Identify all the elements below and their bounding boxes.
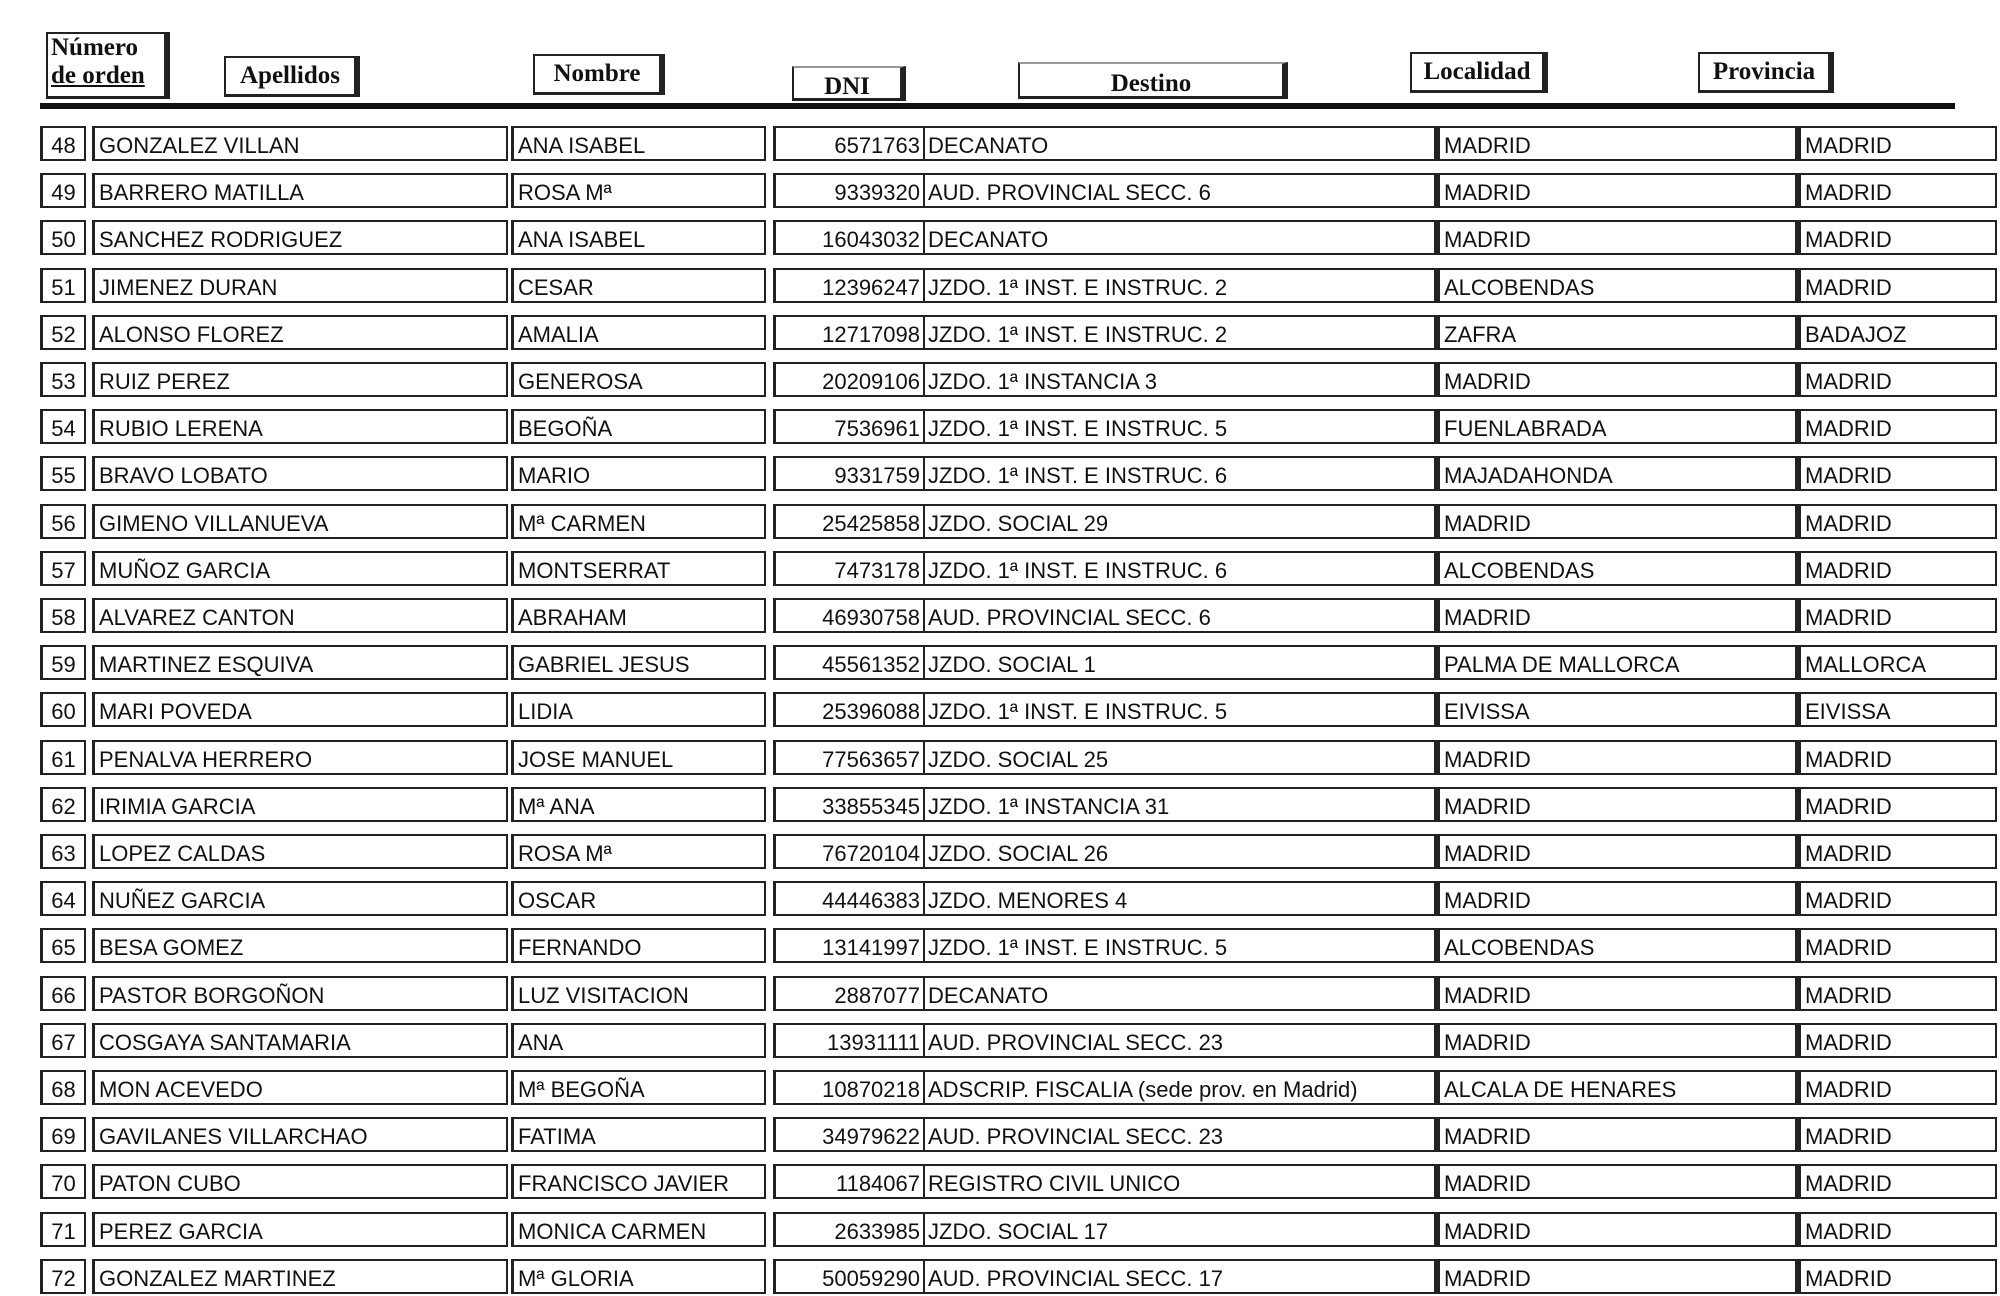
cell-destino: JZDO. 1ª INST. E INSTRUC. 6 <box>923 456 1436 491</box>
cell-nombre: ROSA Mª <box>511 834 766 869</box>
cell-provincia: MADRID <box>1797 1070 1997 1105</box>
cell-apellidos: RUBIO LERENA <box>92 409 508 444</box>
cell-localidad: ALCOBENDAS <box>1436 268 1797 303</box>
cell-nombre: JOSE MANUEL <box>511 740 766 775</box>
cell-apellidos: BARRERO MATILLA <box>92 173 508 208</box>
cell-provincia: MADRID <box>1797 173 1997 208</box>
cell-provincia: MALLORCA <box>1797 645 1997 680</box>
table-row <box>40 928 1960 965</box>
header-provincia: Provincia <box>1698 52 1834 93</box>
cell-provincia: MADRID <box>1797 1212 1997 1247</box>
cell-destino: JZDO. 1ª INST. E INSTRUC. 5 <box>923 928 1436 963</box>
cell-provincia: MADRID <box>1797 551 1997 586</box>
cell-dni: 45561352 <box>773 645 923 680</box>
cell-nombre: ANA ISABEL <box>511 126 766 161</box>
cell-localidad: MADRID <box>1436 173 1797 208</box>
cell-numero-orden: 56 <box>40 504 86 539</box>
table-row <box>40 456 1960 493</box>
cell-localidad: MADRID <box>1436 1164 1797 1199</box>
table-row <box>40 1070 1960 1107</box>
table-row <box>40 362 1960 399</box>
cell-destino: AUD. PROVINCIAL SECC. 23 <box>923 1023 1436 1058</box>
cell-dni: 1184067 <box>773 1164 923 1199</box>
cell-destino: AUD. PROVINCIAL SECC. 6 <box>923 173 1436 208</box>
cell-dni: 44446383 <box>773 881 923 916</box>
header-nombre: Nombre <box>533 54 665 95</box>
table-row <box>40 1023 1960 1060</box>
cell-nombre: GABRIEL JESUS <box>511 645 766 680</box>
table-row <box>40 551 1960 588</box>
cell-dni: 34979622 <box>773 1117 923 1152</box>
header-numero-orden <box>46 32 170 99</box>
cell-provincia: MADRID <box>1797 976 1997 1011</box>
cell-provincia: MADRID <box>1797 362 1997 397</box>
cell-apellidos: PASTOR BORGOÑON <box>92 976 508 1011</box>
cell-provincia: MADRID <box>1797 126 1997 161</box>
cell-nombre: LUZ VISITACION <box>511 976 766 1011</box>
cell-localidad: MADRID <box>1436 504 1797 539</box>
table-row <box>40 740 1960 777</box>
cell-localidad: FUENLABRADA <box>1436 409 1797 444</box>
cell-nombre: LIDIA <box>511 692 766 727</box>
cell-provincia: MADRID <box>1797 598 1997 633</box>
cell-apellidos: COSGAYA SANTAMARIA <box>92 1023 508 1058</box>
table-row <box>40 976 1960 1013</box>
cell-destino: JZDO. SOCIAL 26 <box>923 834 1436 869</box>
cell-nombre: Mª CARMEN <box>511 504 766 539</box>
cell-numero-orden: 67 <box>40 1023 86 1058</box>
cell-provincia: MADRID <box>1797 456 1997 491</box>
table-row <box>40 315 1960 352</box>
cell-localidad: ALCALA DE HENARES <box>1436 1070 1797 1105</box>
table-row <box>40 834 1960 871</box>
cell-apellidos: MON ACEVEDO <box>92 1070 508 1105</box>
cell-destino: JZDO. 1ª INSTANCIA 31 <box>923 787 1436 822</box>
cell-numero-orden: 49 <box>40 173 86 208</box>
cell-apellidos: PATON CUBO <box>92 1164 508 1199</box>
cell-nombre: ABRAHAM <box>511 598 766 633</box>
table-row <box>40 1212 1960 1249</box>
cell-provincia: MADRID <box>1797 834 1997 869</box>
cell-numero-orden: 72 <box>40 1259 86 1294</box>
cell-destino: JZDO. 1ª INST. E INSTRUC. 5 <box>923 692 1436 727</box>
cell-dni: 7473178 <box>773 551 923 586</box>
cell-nombre: Mª ANA <box>511 787 766 822</box>
cell-numero-orden: 50 <box>40 220 86 255</box>
cell-localidad: ALCOBENDAS <box>1436 551 1797 586</box>
cell-numero-orden: 54 <box>40 409 86 444</box>
cell-apellidos: SANCHEZ RODRIGUEZ <box>92 220 508 255</box>
cell-dni: 25425858 <box>773 504 923 539</box>
cell-numero-orden: 52 <box>40 315 86 350</box>
cell-destino: DECANATO <box>923 976 1436 1011</box>
cell-localidad: MADRID <box>1436 740 1797 775</box>
cell-provincia: MADRID <box>1797 504 1997 539</box>
header-numero-orden-line2: de orden <box>51 62 145 89</box>
table-row <box>40 220 1960 257</box>
cell-destino: AUD. PROVINCIAL SECC. 6 <box>923 598 1436 633</box>
cell-localidad: PALMA DE MALLORCA <box>1436 645 1797 680</box>
cell-destino: JZDO. 1ª INST. E INSTRUC. 2 <box>923 268 1436 303</box>
cell-numero-orden: 63 <box>40 834 86 869</box>
cell-localidad: MADRID <box>1436 1117 1797 1152</box>
cell-destino: AUD. PROVINCIAL SECC. 23 <box>923 1117 1436 1152</box>
cell-destino: JZDO. 1ª INST. E INSTRUC. 6 <box>923 551 1436 586</box>
cell-localidad: EIVISSA <box>1436 692 1797 727</box>
cell-localidad: MADRID <box>1436 976 1797 1011</box>
header-numero-orden-line1: Número <box>51 34 139 61</box>
cell-localidad: ZAFRA <box>1436 315 1797 350</box>
cell-nombre: MONICA CARMEN <box>511 1212 766 1247</box>
cell-dni: 77563657 <box>773 740 923 775</box>
cell-destino: JZDO. MENORES 4 <box>923 881 1436 916</box>
cell-apellidos: GONZALEZ MARTINEZ <box>92 1259 508 1294</box>
cell-apellidos: BESA GOMEZ <box>92 928 508 963</box>
cell-destino: JZDO. SOCIAL 1 <box>923 645 1436 680</box>
table-row <box>40 787 1960 824</box>
cell-localidad: MADRID <box>1436 362 1797 397</box>
cell-numero-orden: 70 <box>40 1164 86 1199</box>
cell-apellidos: PEREZ GARCIA <box>92 1212 508 1247</box>
cell-nombre: AMALIA <box>511 315 766 350</box>
cell-apellidos: MUÑOZ GARCIA <box>92 551 508 586</box>
cell-localidad: MADRID <box>1436 126 1797 161</box>
cell-provincia: MADRID <box>1797 268 1997 303</box>
cell-destino: JZDO. SOCIAL 25 <box>923 740 1436 775</box>
cell-numero-orden: 64 <box>40 881 86 916</box>
cell-destino: ADSCRIP. FISCALIA (sede prov. en Madrid) <box>923 1070 1436 1105</box>
cell-numero-orden: 53 <box>40 362 86 397</box>
cell-dni: 13931111 <box>773 1023 923 1058</box>
cell-numero-orden: 48 <box>40 126 86 161</box>
cell-nombre: ANA <box>511 1023 766 1058</box>
table-row <box>40 692 1960 729</box>
cell-numero-orden: 57 <box>40 551 86 586</box>
cell-numero-orden: 65 <box>40 928 86 963</box>
cell-numero-orden: 61 <box>40 740 86 775</box>
cell-provincia: MADRID <box>1797 881 1997 916</box>
cell-destino: JZDO. 1ª INST. E INSTRUC. 2 <box>923 315 1436 350</box>
cell-apellidos: LOPEZ CALDAS <box>92 834 508 869</box>
cell-nombre: OSCAR <box>511 881 766 916</box>
cell-nombre: MARIO <box>511 456 766 491</box>
table-row <box>40 268 1960 305</box>
cell-provincia: MADRID <box>1797 1164 1997 1199</box>
cell-dni: 10870218 <box>773 1070 923 1105</box>
table-row <box>40 126 1960 163</box>
cell-localidad: MADRID <box>1436 1023 1797 1058</box>
cell-localidad: MADRID <box>1436 834 1797 869</box>
cell-dni: 7536961 <box>773 409 923 444</box>
cell-provincia: MADRID <box>1797 1023 1997 1058</box>
cell-dni: 9331759 <box>773 456 923 491</box>
cell-dni: 16043032 <box>773 220 923 255</box>
cell-numero-orden: 69 <box>40 1117 86 1152</box>
cell-localidad: MADRID <box>1436 787 1797 822</box>
cell-nombre: FATIMA <box>511 1117 766 1152</box>
header-localidad: Localidad <box>1410 52 1548 93</box>
cell-destino: DECANATO <box>923 126 1436 161</box>
cell-apellidos: GONZALEZ VILLAN <box>92 126 508 161</box>
cell-dni: 12396247 <box>773 268 923 303</box>
table-row <box>40 1259 1960 1296</box>
cell-provincia: EIVISSA <box>1797 692 1997 727</box>
cell-numero-orden: 68 <box>40 1070 86 1105</box>
cell-numero-orden: 60 <box>40 692 86 727</box>
cell-destino: JZDO. 1ª INSTANCIA 3 <box>923 362 1436 397</box>
cell-nombre: ROSA Mª <box>511 173 766 208</box>
cell-nombre: MONTSERRAT <box>511 551 766 586</box>
cell-dni: 6571763 <box>773 126 923 161</box>
cell-dni: 25396088 <box>773 692 923 727</box>
table-row <box>40 1117 1960 1154</box>
table-row <box>40 504 1960 541</box>
cell-apellidos: GAVILANES VILLARCHAO <box>92 1117 508 1152</box>
cell-numero-orden: 58 <box>40 598 86 633</box>
cell-localidad: ALCOBENDAS <box>1436 928 1797 963</box>
cell-numero-orden: 62 <box>40 787 86 822</box>
cell-dni: 33855345 <box>773 787 923 822</box>
cell-localidad: MADRID <box>1436 1259 1797 1294</box>
cell-dni: 13141997 <box>773 928 923 963</box>
cell-apellidos: JIMENEZ DURAN <box>92 268 508 303</box>
cell-dni: 12717098 <box>773 315 923 350</box>
table-row <box>40 598 1960 635</box>
cell-apellidos: NUÑEZ GARCIA <box>92 881 508 916</box>
cell-provincia: MADRID <box>1797 787 1997 822</box>
cell-provincia: MADRID <box>1797 740 1997 775</box>
cell-nombre: CESAR <box>511 268 766 303</box>
cell-apellidos: BRAVO LOBATO <box>92 456 508 491</box>
cell-destino: JZDO. SOCIAL 17 <box>923 1212 1436 1247</box>
cell-provincia: MADRID <box>1797 1117 1997 1152</box>
cell-dni: 9339320 <box>773 173 923 208</box>
cell-nombre: GENEROSA <box>511 362 766 397</box>
table-row <box>40 645 1960 682</box>
cell-localidad: MADRID <box>1436 1212 1797 1247</box>
cell-provincia: MADRID <box>1797 1259 1997 1294</box>
cell-nombre: Mª GLORIA <box>511 1259 766 1294</box>
cell-apellidos: IRIMIA GARCIA <box>92 787 508 822</box>
table-row <box>40 1164 1960 1201</box>
cell-localidad: MAJADAHONDA <box>1436 456 1797 491</box>
cell-destino: JZDO. 1ª INST. E INSTRUC. 5 <box>923 409 1436 444</box>
cell-localidad: MADRID <box>1436 881 1797 916</box>
cell-numero-orden: 55 <box>40 456 86 491</box>
cell-dni: 46930758 <box>773 598 923 633</box>
cell-localidad: MADRID <box>1436 220 1797 255</box>
cell-destino: JZDO. SOCIAL 29 <box>923 504 1436 539</box>
cell-destino: AUD. PROVINCIAL SECC. 17 <box>923 1259 1436 1294</box>
cell-dni: 2633985 <box>773 1212 923 1247</box>
cell-apellidos: RUIZ PEREZ <box>92 362 508 397</box>
table-row <box>40 409 1960 446</box>
cell-apellidos: ALVAREZ CANTON <box>92 598 508 633</box>
cell-provincia: MADRID <box>1797 409 1997 444</box>
cell-nombre: FERNANDO <box>511 928 766 963</box>
cell-nombre: FRANCISCO JAVIER <box>511 1164 766 1199</box>
cell-apellidos: ALONSO FLOREZ <box>92 315 508 350</box>
cell-provincia: MADRID <box>1797 928 1997 963</box>
header-dni: DNI <box>792 66 906 101</box>
cell-nombre: ANA ISABEL <box>511 220 766 255</box>
cell-localidad: MADRID <box>1436 598 1797 633</box>
cell-numero-orden: 51 <box>40 268 86 303</box>
cell-apellidos: MARI POVEDA <box>92 692 508 727</box>
cell-apellidos: GIMENO VILLANUEVA <box>92 504 508 539</box>
cell-destino: DECANATO <box>923 220 1436 255</box>
cell-apellidos: PENALVA HERRERO <box>92 740 508 775</box>
cell-numero-orden: 66 <box>40 976 86 1011</box>
header-apellidos: Apellidos <box>224 56 360 97</box>
cell-numero-orden: 71 <box>40 1212 86 1247</box>
cell-dni: 50059290 <box>773 1259 923 1294</box>
cell-nombre: Mª BEGOÑA <box>511 1070 766 1105</box>
cell-numero-orden: 59 <box>40 645 86 680</box>
cell-dni: 2887077 <box>773 976 923 1011</box>
table-row <box>40 881 1960 918</box>
cell-nombre: BEGOÑA <box>511 409 766 444</box>
cell-destino: REGISTRO CIVIL UNICO <box>923 1164 1436 1199</box>
table-row <box>40 173 1960 210</box>
cell-provincia: MADRID <box>1797 220 1997 255</box>
header-destino: Destino <box>1018 62 1288 99</box>
cell-dni: 76720104 <box>773 834 923 869</box>
cell-dni: 20209106 <box>773 362 923 397</box>
cell-provincia: BADAJOZ <box>1797 315 1997 350</box>
header-rule <box>40 103 1955 109</box>
cell-apellidos: MARTINEZ ESQUIVA <box>92 645 508 680</box>
